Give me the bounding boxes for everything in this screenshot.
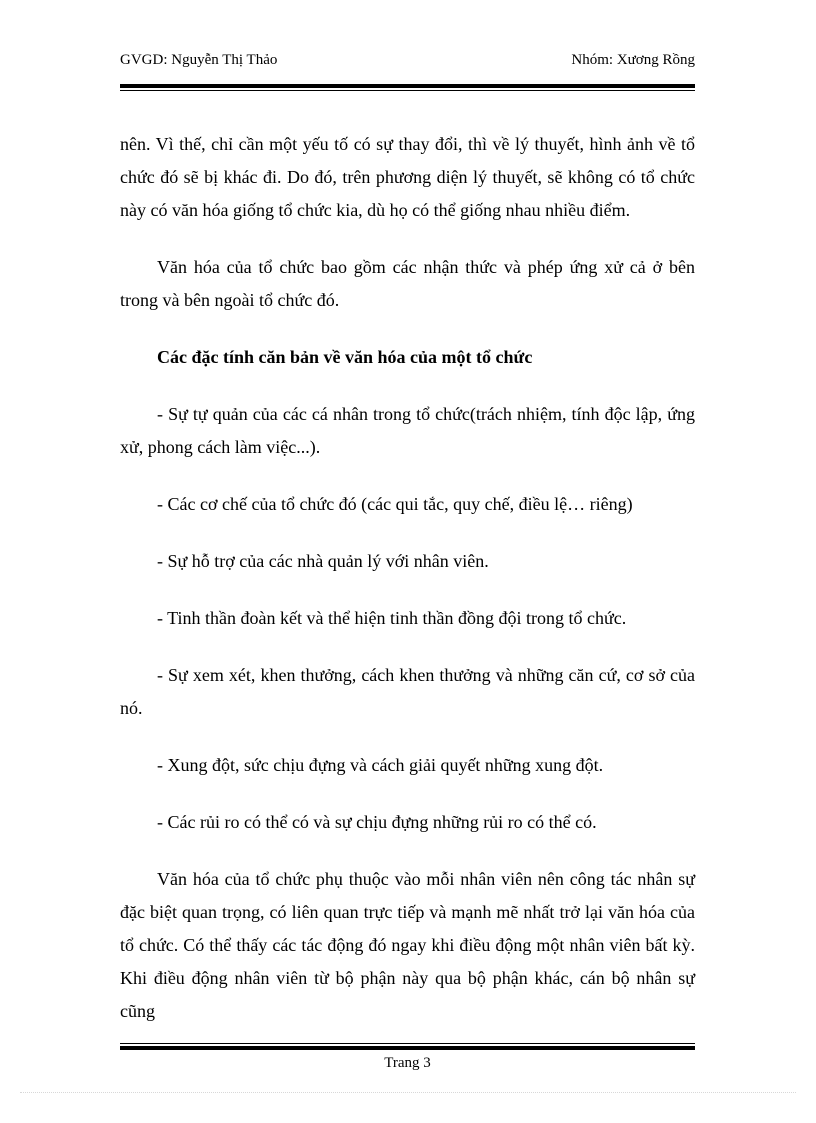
page-header (120, 52, 695, 74)
header-rule-thick (120, 84, 695, 88)
header-group: Nhóm: Xương Rồng (571, 52, 695, 68)
paragraph-3: Văn hóa của tổ chức phụ thuộc vào mỗi nhân viên nên công tác nhân sự đặc biệt quan trọng, có liên quan trực tiếp và mạnh mẽ nhất trở lại văn hóa của tổ chức. Có thể thấy các tác động đó ngay khi điều động một nhân viên bất kỳ. Khi điều động nhân viên từ bộ phận này qua bộ phận khác, cán bộ nhân sự cũng (120, 869, 695, 1021)
list-item: - Sự tự quản của các cá nhân trong tổ chức(trách nhiệm, tính độc lập, ứng xử, phong cách làm việc...). (120, 404, 695, 457)
section-heading: Các đặc tính căn bản về văn hóa của một tổ chức (157, 347, 533, 367)
footer-rule (120, 1043, 695, 1051)
list-item: - Các cơ chế của tổ chức đó (các qui tắc, quy chế, điều lệ… riêng) (157, 494, 633, 514)
list-item: - Tinh thần đoàn kết và thể hiện tinh thần đồng đội trong tổ chức. (157, 608, 627, 628)
header-rule-thin (120, 90, 695, 91)
list-item: - Sự xem xét, khen thưởng, cách khen thưởng và những căn cứ, cơ sở của nó. (120, 665, 695, 718)
page-bottom-border (20, 1092, 796, 1093)
list-item: - Sự hỗ trợ của các nhà quản lý với nhân viên. (157, 551, 489, 571)
footer-rule-thin (120, 1043, 695, 1044)
header-rule (120, 84, 695, 92)
paragraph-1: nên. Vì thế, chỉ cần một yếu tố có sự thay đổi, thì về lý thuyết, hình ảnh về tổ chức đó sẽ bị khác đi. Do đó, trên phương diện lý thuyết, sẽ không có tổ chức này có văn hóa giống tổ chức kia, dù họ có thể giống nhau nhiều điểm. (120, 134, 695, 220)
list-item: - Các rủi ro có thể có và sự chịu đựng những rủi ro có thể có. (157, 812, 597, 832)
paragraph-2: Văn hóa của tổ chức bao gồm các nhận thức và phép ứng xử cả ở bên trong và bên ngoài tổ chức đó. (120, 257, 695, 310)
header-instructor: GVGD: Nguyễn Thị Thảo (120, 52, 278, 68)
list-item: - Xung đột, sức chịu đựng và cách giải quyết những xung đột. (157, 755, 604, 775)
document-body (120, 128, 695, 1052)
footer-rule-thick (120, 1046, 695, 1050)
page-number: Trang 3 (384, 1055, 431, 1071)
